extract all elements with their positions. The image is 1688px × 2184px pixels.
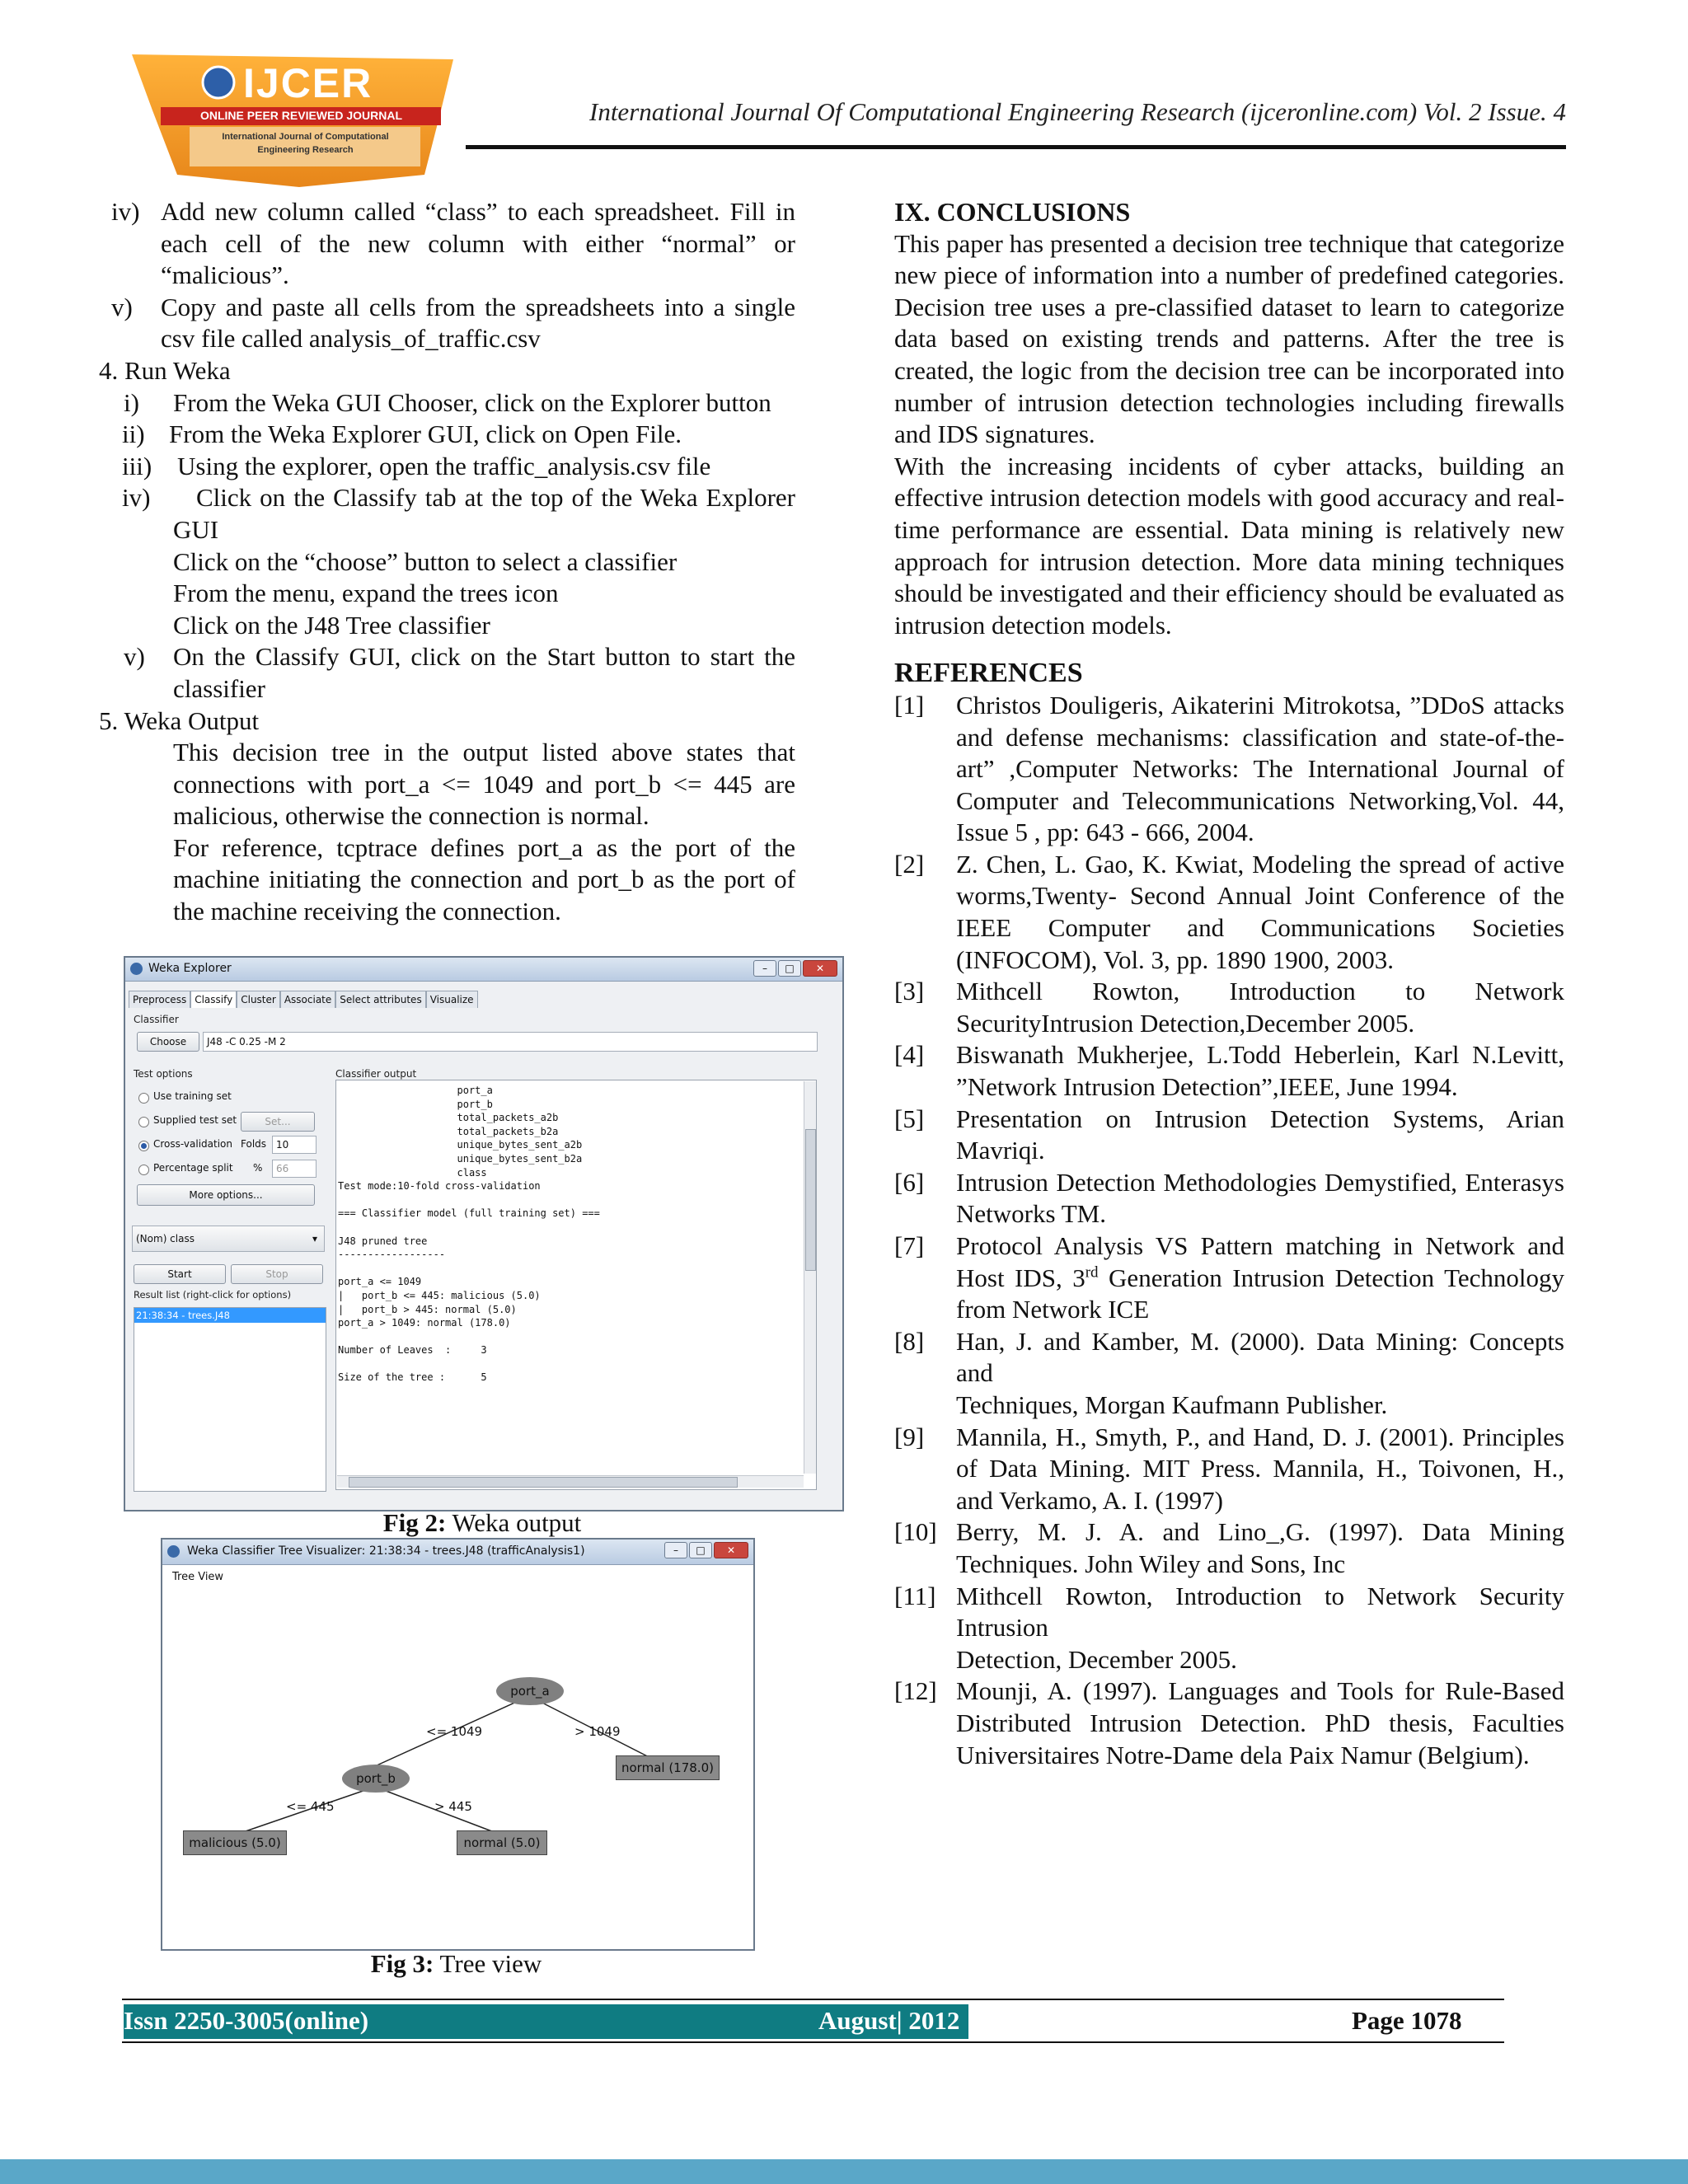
logo-text: IJCER <box>243 60 373 106</box>
reference-item <box>894 1516 1564 1580</box>
horizontal-scrollbar[interactable] <box>337 1475 804 1488</box>
right-column <box>894 196 1564 1771</box>
reference-text: Z. Chen, L. Gao, K. Kwiat, Modeling the spread of active worms,Twenty- Second Annual Joint Conference of the IEEE Computer and Communications Societies (INFOCOM), Vol. 3, pp. 1890 1900, 2003. <box>956 849 1564 974</box>
reference-item <box>894 1581 1564 1676</box>
reference-item <box>894 1167 1564 1230</box>
percent-label: % <box>253 1162 263 1174</box>
reference-number: [5] <box>894 1104 925 1133</box>
maximize-icon[interactable]: □ <box>778 960 801 977</box>
cross-validation-radio[interactable] <box>138 1141 149 1151</box>
choose-button[interactable]: Choose <box>137 1032 199 1052</box>
figure-caption <box>161 1949 752 1979</box>
class-select[interactable] <box>132 1226 325 1252</box>
tree-node-root[interactable]: port_a <box>496 1677 564 1705</box>
item-number: ii) <box>122 419 145 449</box>
reference-text: Generation Intrusion Detection Technology from Network ICE <box>956 1263 1564 1324</box>
item-text: On the Classify GUI, click on the Start button to start the classifier <box>173 642 795 703</box>
reference-list <box>894 690 1564 1771</box>
tab-visualize[interactable]: Visualize <box>426 991 478 1008</box>
item-number: iv) <box>122 483 151 513</box>
tree-leaf[interactable]: normal (5.0) <box>457 1830 547 1855</box>
list-item <box>91 196 795 292</box>
more-options-button[interactable]: More options... <box>137 1184 315 1206</box>
reference-item <box>894 976 1564 1039</box>
close-icon[interactable]: ✕ <box>803 960 837 977</box>
tab-cluster[interactable]: Cluster <box>237 991 280 1008</box>
reference-text: Mithcell Rowton, Introduction to Network Security Intrusion <box>956 1581 1564 1643</box>
header-rule <box>466 145 1566 149</box>
result-list <box>134 1307 326 1492</box>
edge-label: <= 1049 <box>426 1724 483 1739</box>
tree-node-port-b[interactable]: port_b <box>342 1765 410 1793</box>
minimize-icon[interactable]: – <box>664 1542 687 1558</box>
percentage-split-label: Percentage split <box>153 1162 233 1174</box>
reference-number: [9] <box>894 1422 925 1451</box>
reference-text: Intrusion Detection Methodologies Demystified, Enterasys Networks TM. <box>956 1167 1564 1229</box>
item-number: iii) <box>122 451 152 480</box>
item-text: Copy and paste all cells from the spreadsheets into a single csv file called analysis_of_traffic.csv <box>161 292 795 354</box>
classifier-output-label: Classifier output <box>335 1068 417 1080</box>
result-list-item[interactable]: 21:38:34 - trees.J48 <box>134 1308 326 1323</box>
tab-select-attributes[interactable]: Select attributes <box>335 991 425 1008</box>
edge-label: > 1049 <box>574 1724 621 1739</box>
set-button[interactable]: Set... <box>241 1112 315 1132</box>
tab-classify[interactable]: Classify <box>190 991 237 1008</box>
use-training-radio[interactable] <box>138 1093 149 1104</box>
sub-step: From the menu, expand the trees icon <box>173 579 559 608</box>
reference-number: [7] <box>894 1231 925 1260</box>
reference-item <box>894 1675 1564 1771</box>
paragraph: For reference, tcptrace defines port_a as the port of the machine initiating the connection and port_b as the port of the machine receiving the connection. <box>173 832 795 926</box>
percentage-split-radio[interactable] <box>138 1165 149 1175</box>
reference-text: Presentation on Intrusion Detection Systems, Arian Mavriqi. <box>956 1104 1564 1165</box>
tree-view-label: Tree View <box>172 1571 224 1583</box>
tab-associate[interactable]: Associate <box>280 991 335 1008</box>
section-heading: REFERENCES <box>894 658 1083 689</box>
classifier-field[interactable]: J48 -C 0.25 -M 2 <box>203 1032 818 1052</box>
tree-leaf[interactable]: normal (178.0) <box>616 1755 720 1780</box>
left-column <box>91 196 795 928</box>
reference-number: [12] <box>894 1676 937 1706</box>
step-heading: 4. Run Weka <box>99 355 231 385</box>
scrollbar-thumb[interactable] <box>805 1129 816 1271</box>
caption-text: Weka output <box>446 1508 582 1537</box>
window-title: Weka Classifier Tree Visualizer: 21:38:34 - trees.J48 (trafficAnalysis1) <box>187 1544 585 1558</box>
tab-bar <box>129 991 478 1008</box>
weka-explorer-screenshot <box>124 956 844 1511</box>
result-list-label: Result list (right-click for options) <box>134 1289 292 1301</box>
reference-text: Mannila, H., Smyth, P., and Hand, D. J. (2001). Principles of Data Mining. MIT Press. Mannila, H., Toivonen, H., and Verkamo, A. I. (1997) <box>956 1422 1564 1515</box>
journal-logo <box>128 51 462 187</box>
footer-issn: Issn 2250-3005(online) <box>124 2006 369 2035</box>
step-heading: 5. Weka Output <box>99 705 260 735</box>
tab-preprocess[interactable]: Preprocess <box>129 991 190 1008</box>
item-number: i) <box>124 387 139 417</box>
item-text: Click on the Classify tab at the top of the Weka Explorer GUI <box>173 483 795 544</box>
sub-step: Click on the J48 Tree classifier <box>173 610 490 640</box>
percent-input[interactable]: 66 <box>272 1160 316 1178</box>
reference-text: Mithcell Rowton, Introduction to Network SecurityIntrusion Detection,December 2005. <box>956 977 1564 1038</box>
minimize-icon[interactable]: – <box>753 960 776 977</box>
caption-label: Fig 3: <box>370 1949 434 1978</box>
reference-item <box>894 1104 1564 1167</box>
footer-date: August| 2012 <box>818 2006 960 2035</box>
paragraph: This decision tree in the output listed above states that connections with port_a <= 1049 and port_b <= 445 are malicious, otherwise the connection is normal. <box>173 738 795 831</box>
classifier-output-text: port_a port_b total_packets_a2b total_packets_b2a unique_bytes_sent_a2b unique_bytes_sent_b2a class Test mode:10-fold cross-validation === Classifier model (full training set) === J48 pruned tree ------------------ port_a <= 1049 | port_b <= 445: malicious (5.0) | port_b > 445: normal (5.0) port_a > 1049: normal (178.0) Number of Leaves : 3 Size of the tree : 5 <box>338 1085 600 1384</box>
maximize-icon[interactable]: □ <box>689 1542 712 1558</box>
test-options-label: Test options <box>134 1068 193 1080</box>
item-text: Using the explorer, open the traffic_analysis.csv file <box>177 451 711 480</box>
list-item <box>91 387 795 419</box>
tree-visualizer-screenshot <box>161 1538 755 1951</box>
vertical-scrollbar[interactable] <box>804 1081 816 1474</box>
reference-item <box>894 1039 1564 1103</box>
reference-text: Biswanath Mukherjee, L.Todd Heberlein, Karl N.Levitt, ”Network Intrusion Detection”,IEEE, June 1994. <box>956 1040 1564 1102</box>
reference-item <box>894 1422 1564 1517</box>
item-number: v) <box>124 642 145 672</box>
list-item <box>91 641 795 705</box>
item-number: v) <box>111 292 133 321</box>
figure-caption <box>124 1508 841 1538</box>
footer-rule <box>122 1999 1504 2000</box>
use-training-label: Use training set <box>153 1090 232 1102</box>
classifier-output <box>335 1080 817 1490</box>
list-item <box>91 451 795 483</box>
tree-edges <box>162 1540 753 1949</box>
reference-number: [2] <box>894 849 925 879</box>
edge-label: > 445 <box>434 1799 472 1814</box>
sub-step: Click on the “choose” button to select a classifier <box>173 546 678 576</box>
supplied-test-radio[interactable] <box>138 1117 149 1127</box>
reference-text: Berry, M. J. A. and Lino_,G. (1997). Data Mining Techniques. John Wiley and Sons, Inc <box>956 1517 1564 1578</box>
close-icon[interactable]: ✕ <box>714 1542 748 1558</box>
reference-number: [3] <box>894 977 925 1006</box>
reference-text: Detection, December 2005. <box>956 1644 1237 1674</box>
window-controls <box>753 960 837 977</box>
journal-title: International Journal Of Computational Engineering Research (ijceronline.com) Vol. 2 Issue. 4 <box>589 97 1566 126</box>
reference-number: [10] <box>894 1517 937 1547</box>
reference-superscript: rd <box>1085 1263 1099 1282</box>
logo-subtitle: ONLINE PEER REVIEWED JOURNAL <box>199 109 403 122</box>
edge-label: <= 445 <box>286 1799 335 1814</box>
scrollbar-thumb[interactable] <box>349 1477 738 1488</box>
logo-caption-line1: International Journal of Computational <box>222 132 389 142</box>
weka-icon <box>130 963 143 975</box>
reference-number: [1] <box>894 690 925 719</box>
reference-item <box>894 849 1564 976</box>
window-title: Weka Explorer <box>148 962 232 975</box>
section-heading: IX. CONCLUSIONS <box>894 197 1131 227</box>
reference-number: [4] <box>894 1040 925 1070</box>
reference-text: Christos Douligeris, Aikaterini Mitrokotsa, ”DDoS attacks and defense mechanisms: classification and state-of-the-art” ,Computer Networks: The International Journal of Computer and Telecommunications Networking,Vol. 44, Issue 5 , pp: 643 - 666, 2004. <box>956 690 1564 847</box>
item-text: Add new column called “class” to each spreadsheet. Fill in each cell of the new column with either “normal” or “malicious”. <box>161 197 795 290</box>
footer-rule <box>122 2041 1504 2043</box>
item-text: From the Weka GUI Chooser, click on the Explorer button <box>173 387 771 417</box>
item-number: iv) <box>111 197 140 226</box>
class-select-value: (Nom) class <box>136 1233 195 1244</box>
footer-page-number: Page 1078 <box>1352 2006 1462 2035</box>
reference-number: [6] <box>894 1167 925 1197</box>
list-item <box>91 419 795 451</box>
list-item <box>91 482 795 546</box>
supplied-test-label: Supplied test set <box>153 1114 237 1126</box>
classifier-group-label: Classifier <box>134 1014 179 1025</box>
reference-item <box>894 690 1564 849</box>
reference-item <box>894 1326 1564 1422</box>
reference-number: [8] <box>894 1326 925 1356</box>
item-text: From the Weka Explorer GUI, click on Open File. <box>169 419 682 449</box>
stop-button[interactable]: Stop <box>231 1264 323 1284</box>
paragraph: With the increasing incidents of cyber attacks, building an effective intrusion detection models with good accuracy and real-time performance are essential. Data mining is relatively new approach for intrusion detection. More data mining techniques should be investigated and their efficiency should be evaluated as intrusion detection models. <box>894 451 1564 640</box>
logo-caption-line2: Engineering Research <box>257 145 354 155</box>
page-bottom-band <box>0 2159 1688 2184</box>
window-titlebar <box>125 958 842 982</box>
reference-text: Han, J. and Kamber, M. (2000). Data Mining: Concepts and <box>956 1326 1564 1388</box>
reference-text: Mounji, A. (1997). Languages and Tools for Rule-Based Distributed Intrusion Detection. PhD thesis, Faculties Universitaires Notre-Dame dela Paix Namur (Belgium). <box>956 1676 1564 1769</box>
dropdown-arrow-icon: ▾ <box>312 1233 317 1244</box>
caption-text: Tree view <box>434 1949 542 1978</box>
reference-number: [11] <box>894 1581 936 1610</box>
reference-text: Techniques, Morgan Kaufmann Publisher. <box>956 1390 1388 1419</box>
folds-label: Folds <box>241 1138 267 1150</box>
reference-item <box>894 1230 1564 1326</box>
caption-label: Fig 2: <box>382 1508 447 1537</box>
list-item <box>91 292 795 355</box>
folds-input[interactable]: 10 <box>272 1136 316 1154</box>
tree-leaf[interactable]: malicious (5.0) <box>183 1830 287 1855</box>
paragraph: This paper has presented a decision tree technique that categorize new piece of information into a number of predefined categories. Decision tree uses a pre-classified dataset to learn to categorize data based on existing trends and patterns. After the tree is created, the logic from the decision tree can be incorporated into number of intrusion detection technologies including firewalls and IDS signatures. <box>894 228 1564 449</box>
cross-validation-label: Cross-validation <box>153 1138 232 1150</box>
reference-text: Protocol Analysis VS Pattern matching in Network and Host IDS, 3 <box>956 1231 1564 1292</box>
start-button[interactable]: Start <box>134 1264 226 1284</box>
